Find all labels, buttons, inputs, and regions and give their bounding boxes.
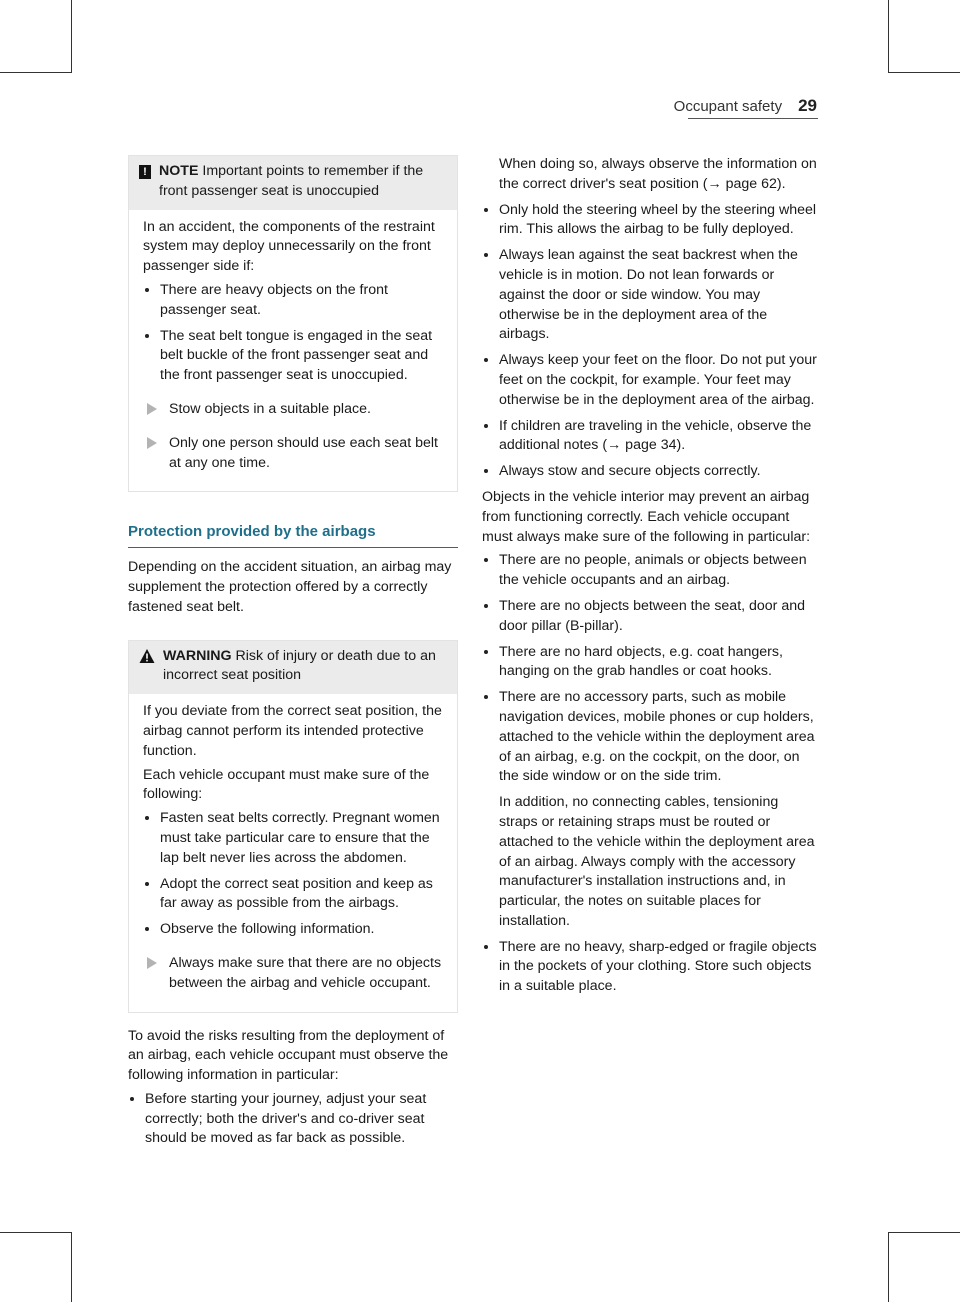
warning-label: WARNING	[163, 647, 232, 664]
action-step	[143, 400, 447, 420]
list-item: Observe the following information.	[143, 920, 447, 940]
crop-mark	[0, 1232, 72, 1233]
list-item: There are no hard objects, e.g. coat hangers, hanging on the grab handles or coat hooks.	[482, 643, 820, 683]
step-text: Always make sure that there are no objects between the airbag and vehicle occupant.	[169, 954, 442, 991]
note-label: NOTE	[159, 163, 199, 179]
list-item: Always keep your feet on the floor. Do not put your feet on the cockpit, for example. Your feet may otherwise be in the deployment area of the airbag.	[482, 351, 820, 410]
bullet-list	[482, 938, 820, 997]
warning-bullets	[143, 809, 447, 940]
list-item: There are no people, animals or objects between the vehicle occupants and an airbag.	[482, 551, 820, 591]
section-name: Occupant safety	[673, 98, 783, 115]
crop-mark	[71, 1232, 72, 1302]
crop-mark	[888, 1232, 960, 1233]
warning-title: Risk of injury or death due to an incorrect seat position	[163, 647, 436, 684]
bullet-list	[482, 201, 820, 482]
step-arrow-icon	[147, 437, 157, 449]
bullet-list	[128, 1090, 458, 1149]
action-step	[143, 434, 447, 474]
action-step	[143, 954, 447, 994]
page-header	[674, 96, 817, 116]
list-item: Only hold the steering wheel by the steering wheel rim. This allows the airbag to be fully deployed.	[482, 201, 820, 241]
crop-mark	[888, 0, 889, 72]
exclamation-icon: !	[139, 165, 151, 179]
paragraph: In addition, no connecting cables, tensioning straps or retaining straps must be routed or attached to the vehicle within the deployment area of an airbag. Always comply with the accessory manufacturer's installation instructions and, in particular, the notes on suitable places for installation.	[499, 794, 815, 929]
list-item: The seat belt tongue is engaged in the seat belt buckle of the front passenger seat and the front passenger seat is unoccupied.	[143, 327, 447, 386]
right-column	[482, 155, 820, 1003]
note-body	[129, 210, 457, 492]
warning-header	[129, 641, 457, 695]
paragraph: Objects in the vehicle interior may prevent an airbag from functioning correctly. Each vehicle occupant must always make sure of the following in particular:	[482, 488, 811, 545]
list-item: There are no accessory parts, such as mobile navigation devices, mobile phones or cup holders, attached to the vehicle within the deployment area of an airbag, e.g. on the cockpit, on the door, on the side window or on the side trim.	[482, 688, 820, 787]
left-column	[128, 155, 458, 1155]
list-item: There are no objects between the seat, door and door pillar (B-pillar).	[482, 597, 820, 637]
warning-box	[128, 640, 458, 1013]
list-item: Before starting your journey, adjust your seat correctly; both the driver's and co-driver seat should be moved as far back as possible.	[128, 1090, 458, 1149]
warning-icon	[139, 648, 155, 664]
note-bullets	[143, 281, 447, 386]
warning-para: If you deviate from the correct seat position, the airbag cannot perform its intended protective function.	[143, 703, 442, 759]
continuation-para: When doing so, always observe the information on the correct driver's seat position (→ page 62).	[499, 156, 817, 192]
list-item: Always lean against the seat backrest when the vehicle is in motion. Do not lean forwards or against the door or side window. You may otherwise be in the deployment area of the airbags.	[482, 246, 820, 345]
header-rule	[688, 118, 818, 119]
warning-para: Each vehicle occupant must make sure of the following:	[143, 766, 430, 803]
step-text: Only one person should use each seat belt at any one time.	[169, 434, 438, 471]
list-item: There are heavy objects on the front passenger seat.	[143, 281, 447, 321]
note-heading	[159, 162, 447, 202]
crop-mark	[888, 1232, 889, 1302]
step-text: Stow objects in a suitable place.	[169, 400, 371, 417]
note-header	[129, 156, 457, 210]
crop-mark	[0, 72, 72, 73]
crop-mark	[888, 72, 960, 73]
step-arrow-icon	[147, 403, 157, 415]
note-title: Important points to remember if the front passenger seat is unoccupied	[159, 163, 424, 199]
list-item: If children are traveling in the vehicle, observe the additional notes (→ page 34).	[482, 417, 820, 457]
paragraph: To avoid the risks resulting from the deployment of an airbag, each vehicle occupant must observe the following information in particular:	[128, 1027, 449, 1084]
crop-mark	[71, 0, 72, 72]
section-intro: Depending on the accident situation, an airbag may supplement the protection offered by a correctly fastened seat belt.	[128, 559, 452, 615]
note-box	[128, 155, 458, 492]
list-item: Always stow and secure objects correctly.	[482, 462, 820, 482]
step-arrow-icon	[147, 957, 157, 969]
note-intro: In an accident, the components of the restraint system may deploy unnecessarily on the front passenger side if:	[143, 218, 435, 275]
section-title: Protection provided by the airbags	[128, 522, 458, 548]
list-item: Fasten seat belts correctly. Pregnant women must take particular care to ensure that the lap belt never lies across the abdomen.	[143, 809, 447, 868]
bullet-list	[482, 551, 820, 787]
warning-body	[129, 694, 457, 1011]
list-item: Adopt the correct seat position and keep as far away as possible from the airbags.	[143, 875, 447, 915]
list-item: There are no heavy, sharp-edged or fragile objects in the pockets of your clothing. Store such objects in a suitable place.	[482, 938, 820, 997]
warning-heading	[163, 647, 447, 687]
page-number: 29	[798, 96, 817, 115]
